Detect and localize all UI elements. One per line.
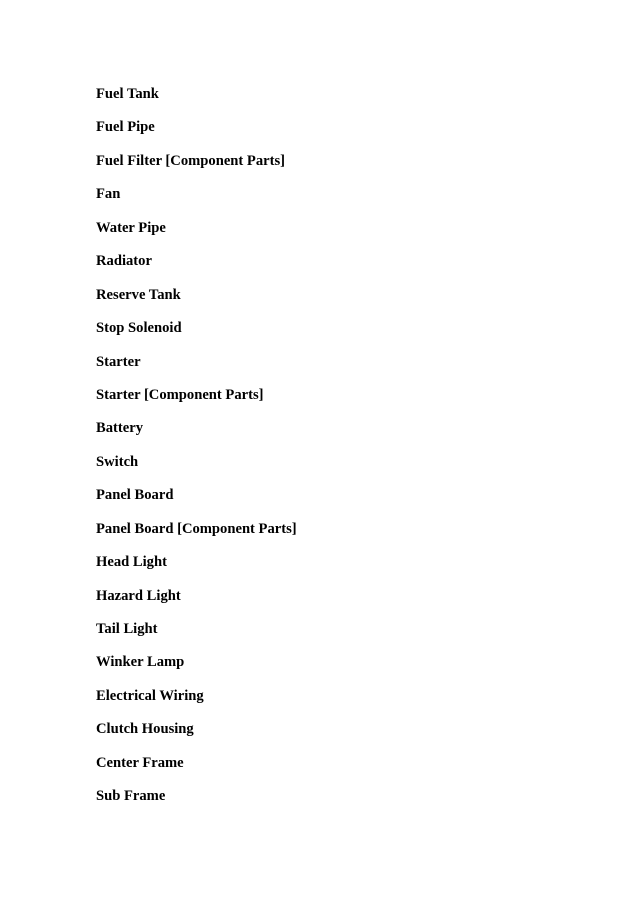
list-item: Fuel Tank: [96, 86, 159, 102]
list-item: Switch: [96, 453, 139, 470]
list-item: Center Frame: [96, 754, 184, 771]
parts-list: [96, 85, 297, 821]
list-item: Sub Frame: [96, 788, 166, 805]
list-item: Fuel Pipe: [96, 119, 155, 136]
list-item: Water Pipe: [96, 219, 166, 236]
list-item: Stop Solenoid: [96, 320, 182, 337]
list-item: Fuel Filter [Component Parts]: [96, 152, 286, 169]
list-item: Starter: [96, 353, 141, 370]
list-item: Electrical Wiring: [96, 687, 204, 704]
list-item: Tail Light: [96, 621, 158, 637]
list-item: Panel Board: [96, 487, 174, 504]
list-item: Reserve Tank: [96, 286, 181, 303]
list-item: Clutch Housing: [96, 721, 194, 738]
list-item: Starter [Component Parts]: [96, 386, 264, 403]
list-item: Head Light: [96, 554, 167, 571]
list-item: Battery: [96, 420, 144, 437]
list-item: Hazard Light: [96, 587, 181, 604]
list-item: Winker Lamp: [96, 654, 185, 671]
list-item: Panel Board [Component Parts]: [96, 520, 297, 537]
list-item: Fan: [96, 186, 121, 203]
list-item: Radiator: [96, 253, 152, 270]
